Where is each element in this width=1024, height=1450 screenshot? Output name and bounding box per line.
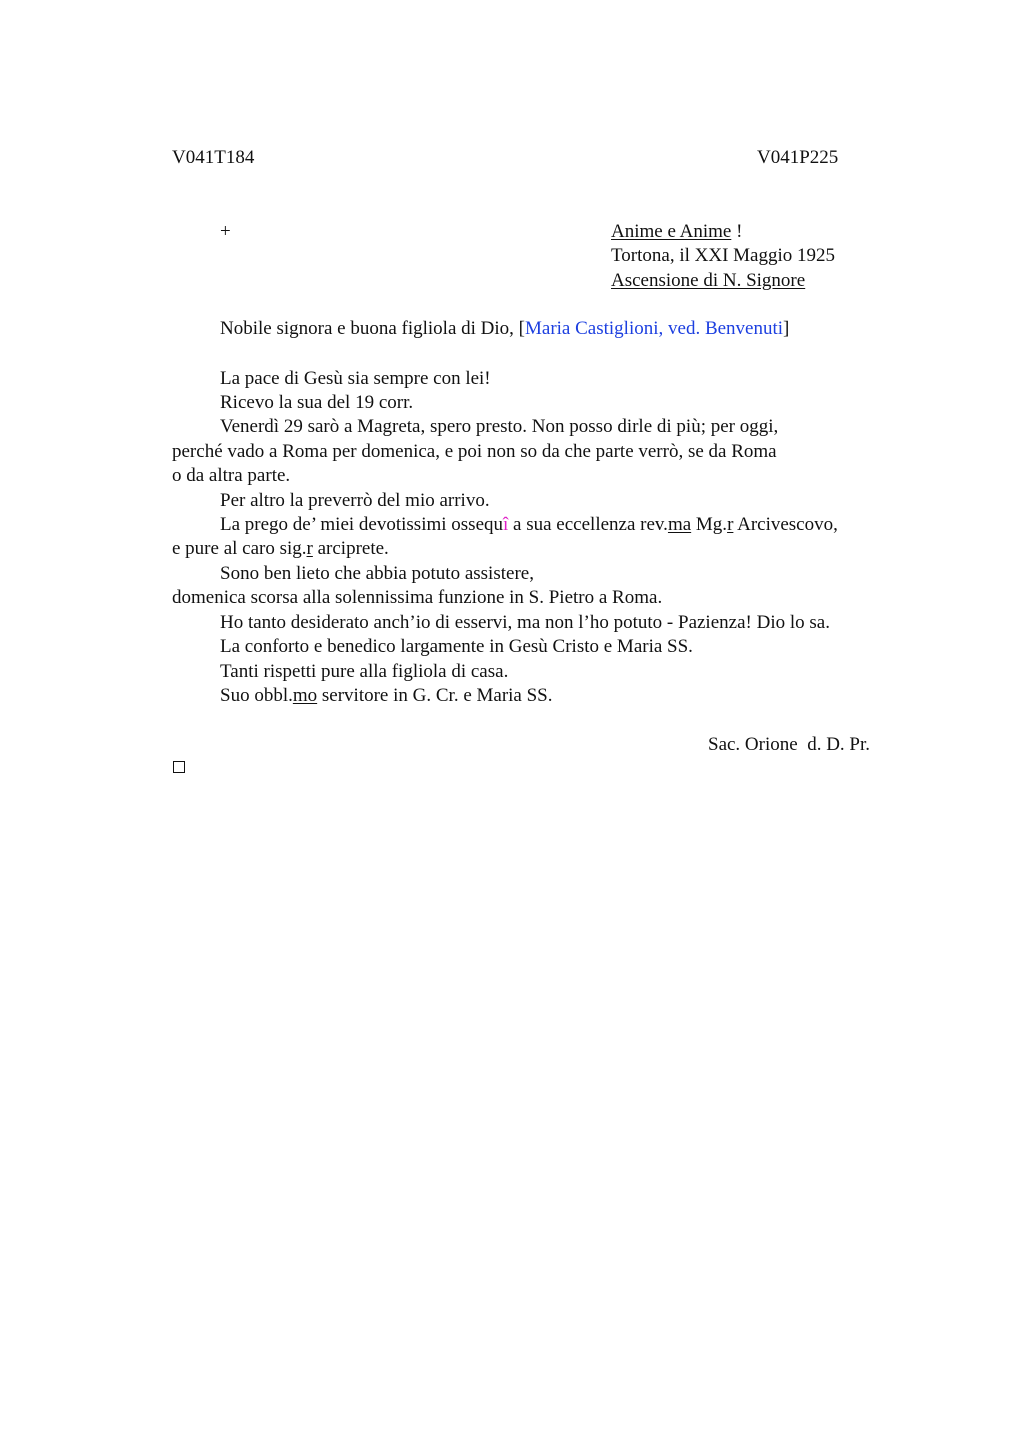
motto [611, 220, 742, 244]
body-text: servitore in G. Cr. e Maria SS. [317, 685, 553, 706]
body-line: Ho tanto desiderato anch’io di esservi, ma non l’ho potuto - Pazienza! Dio lo sa. [220, 612, 830, 633]
body-text: Arcivescovo, [733, 514, 838, 535]
place-date: Tortona, il XXI Maggio 1925 [611, 245, 836, 266]
abbreviation-superscript: r [306, 538, 313, 559]
body-text: arciprete. [312, 538, 389, 559]
body-line: Sono ben lieto che abbia potuto assistere, [220, 563, 534, 584]
body-text: La prego de’ miei devotissimi ossequ [220, 514, 504, 535]
body-line: Venerdì 29 sarò a Magreta, spero presto. Non posso dirle di più; per oggi, [220, 416, 779, 437]
body-line: La conforto e benedico largamente in Gesù Cristo e Maria SS. [220, 636, 693, 657]
body-line: Tanti rispetti pure alla figliola di casa. [220, 661, 509, 682]
document-code-right: V041P225 [757, 147, 839, 168]
body-text: Suo obbl. [220, 685, 293, 706]
motto-tail: ! [731, 221, 743, 242]
body-line [220, 513, 838, 537]
body-line [172, 537, 389, 561]
document-code-left: V041T184 [172, 147, 255, 168]
marked-character: î [503, 514, 509, 535]
body-line: La pace di Gesù sia sempre con lei! [220, 368, 491, 389]
end-marker-box [173, 761, 185, 773]
body-line: perché vado a Roma per domenica, e poi non so da che parte verrò, se da Roma [172, 441, 777, 462]
body-text: e pure al caro sig. [172, 538, 307, 559]
abbreviation-superscript: r [727, 514, 734, 535]
recipient-name: Maria Castiglioni, ved. Benvenuti [525, 318, 784, 339]
body-text: Mg. [691, 514, 728, 535]
body-line: domenica scorsa alla solennissima funzione in S. Pietro a Roma. [172, 587, 663, 608]
salutation-close: ] [783, 318, 790, 339]
body-line [220, 684, 553, 708]
motto-underlined: Anime e Anime [611, 221, 732, 242]
salutation-text: Nobile signora e buona figliola di Dio, [ [220, 318, 525, 339]
body-text: a sua eccellenza rev. [508, 514, 668, 535]
salutation [220, 317, 789, 341]
body-line: Per altro la preverrò del mio arrivo. [220, 490, 490, 511]
cross-mark: + [220, 221, 231, 242]
feast-day: Ascensione di N. Signore [611, 270, 806, 291]
body-line: Ricevo la sua del 19 corr. [220, 392, 414, 413]
abbreviation-superscript: ma [667, 514, 692, 535]
signature: Sac. Orione d. D. Pr. [708, 734, 871, 755]
body-line: o da altra parte. [172, 465, 291, 486]
abbreviation-superscript: mo [292, 685, 318, 706]
